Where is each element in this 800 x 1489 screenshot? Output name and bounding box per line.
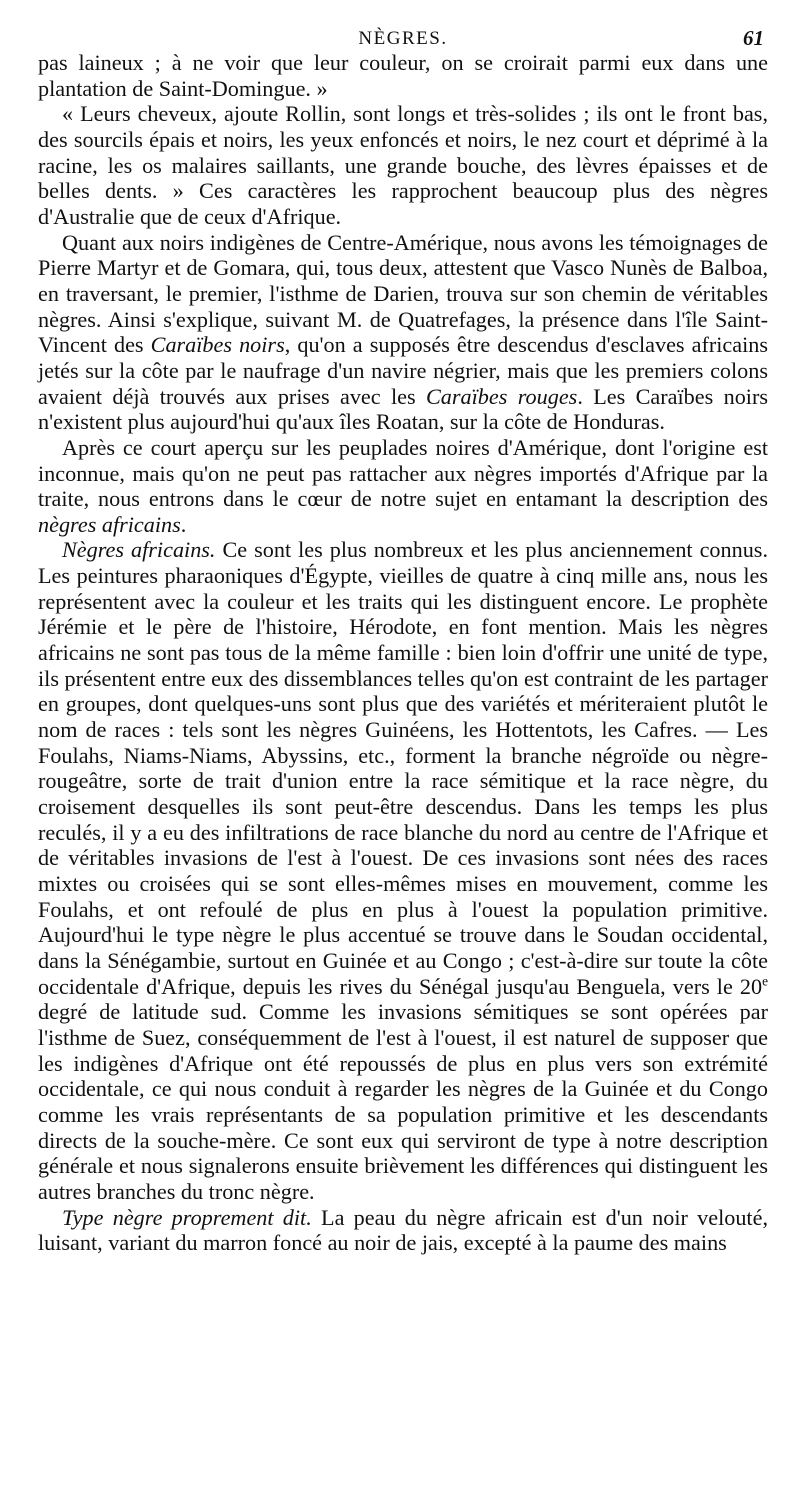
section-heading-negres-africains: Nègres africains. xyxy=(62,537,216,563)
caraibes-noirs-term: Caraïbes noirs xyxy=(150,332,285,358)
paragraph-4 xyxy=(38,435,768,538)
negres-africains-term: nègres africains xyxy=(38,511,181,537)
paragraph-6-text-b: La peau du nègre africain est d'un noir velouté, luisant, variant du marron foncé au noir de jais, excepté à la paume des mains xyxy=(38,1204,768,1256)
ordinal-superscript: e xyxy=(762,973,768,989)
paragraph-2-text: « Leurs cheveux, ajoute Rollin, sont longs et très-solides ; ils ont le front bas, des sourcils épais et noirs, les yeux enfoncés et noirs, le nez court et déprimé à la racine, les os malaires saillants, une grande bouche, des lèvres épaisses et de belles dents. » Ces caractères les rapprochent beaucoup plus des nègres d'Australie que de ceux d'Afrique. xyxy=(38,101,768,229)
page-number: 61 xyxy=(743,26,764,50)
paragraph-2 xyxy=(38,101,768,229)
caraibes-rouges-term: Caraïbes rouges xyxy=(426,383,578,409)
page-header xyxy=(38,0,768,50)
paragraph-5 xyxy=(38,537,768,1204)
paragraph-1-text: pas laineux ; à ne voir que leur couleur, on se croirait parmi eux dans une plantation de Saint-Domingue. » xyxy=(38,50,768,101)
paragraph-6 xyxy=(38,1205,768,1256)
section-heading-type-negre: Type nègre proprement dit. xyxy=(62,1204,312,1230)
paragraph-4-text-a: Après ce court aperçu sur les peuplades noires d'Amérique, dont l'origine est inconnue, mais qu'on ne peut pas rattacher aux nègres importés d'Afrique par la traite, nous entrons dans le cœur de notre sujet en entamant la description des xyxy=(38,434,768,512)
body-text xyxy=(38,50,768,1256)
running-head: NÈGRES. xyxy=(358,28,448,49)
paragraph-5-text-c: degré de latitude sud. Comme les invasions sémitiques se sont opérées par l'isthme de Suez, conséquemment de l'est à l'ouest, il est naturel de supposer que les indigènes d'Afrique ont été repoussés de plus en plus vers son extrémité occidentale, ce qui nous conduit à regarder les nègres de la Guinée et du Congo comme les vrais représentants de sa population primitive et les descendants directs de la souche-mère. Ce sont eux qui serviront de type à notre description générale et nous signalerons ensuite brièvement les différences qui distinguent les autres branches du tronc nègre. xyxy=(38,999,768,1204)
paragraph-3 xyxy=(38,230,768,435)
paragraph-4-text-c: . xyxy=(180,511,187,537)
paragraph-3-text-e: . Les Caraïbes noirs n'existent plus aujourd'hui qu'aux îles Roatan, sur la côte de Honduras. xyxy=(38,383,768,435)
paragraph-5-text-b: Ce sont les plus nombreux et les plus anciennement connus. Les peintures pharaoniques d'Égypte, vieilles de quatre à cinq mille ans, nous les représentent avec la couleur et les traits qui les distinguent encore. Le prophète Jérémie et le père de l'histoire, Hérodote, en font mention. Mais les nègres africains ne sont pas tous de la même famille : bien loin d'offrir une unité de type, ils présentent entre eux des dissemblances telles qu'on est contraint de les partager en groupes, dont quelques-uns sont plus que des variétés et mériteraient plutôt le nom de races : tels sont les nègres Guinéens, les Hottentots, les Cafres. — Les Foulahs, Niams-Niams, Abyssins, etc., forment la branche négroïde ou nègre-rougeâtre, sorte de trait d'union entre la race sémitique et la race nègre, du croisement desquelles ils sont peut-être descendus. Dans les temps les plus reculés, il y a eu des infiltrations de race blanche du nord au centre de l'Afrique et de véritables invasions de l'est à l'ouest. De ces invasions sont nées des races mixtes ou croisées qui se sont elles-mêmes mises en mouvement, comme les Foulahs, et ont refoulé de plus en plus à l'ouest la population primitive. Aujourd'hui le type nègre le plus accentué se trouve dans le Soudan occidental, dans la Sénégambie, surtout en Guinée et au Congo ; c'est-à-dire sur toute la côte occidentale d'Afrique, depuis les rives du Sénégal jusqu'au Benguela, vers le 20 xyxy=(38,537,768,999)
paragraph-3-text-a: Quant aux noirs indigènes de Centre-Amérique, nous avons les témoignages de Pierre Martyr et de Gomara, qui, tous deux, attestent que Vasco Nunès de Balboa, en traversant, le premier, l'isthme de Darien, trouva sur son chemin de véritables nègres. Ainsi s'explique, suivant M. de Quatrefages, la présence dans l'île Saint-Vincent des xyxy=(38,229,768,358)
paragraph-3-text-c: , qu'on a supposés être descendus d'esclaves africains jetés sur la côte par le naufrage d'un navire négrier, mais que les premiers colons avaient déjà trouvés aux prises avec les xyxy=(38,332,769,409)
paragraph-1 xyxy=(38,50,768,101)
